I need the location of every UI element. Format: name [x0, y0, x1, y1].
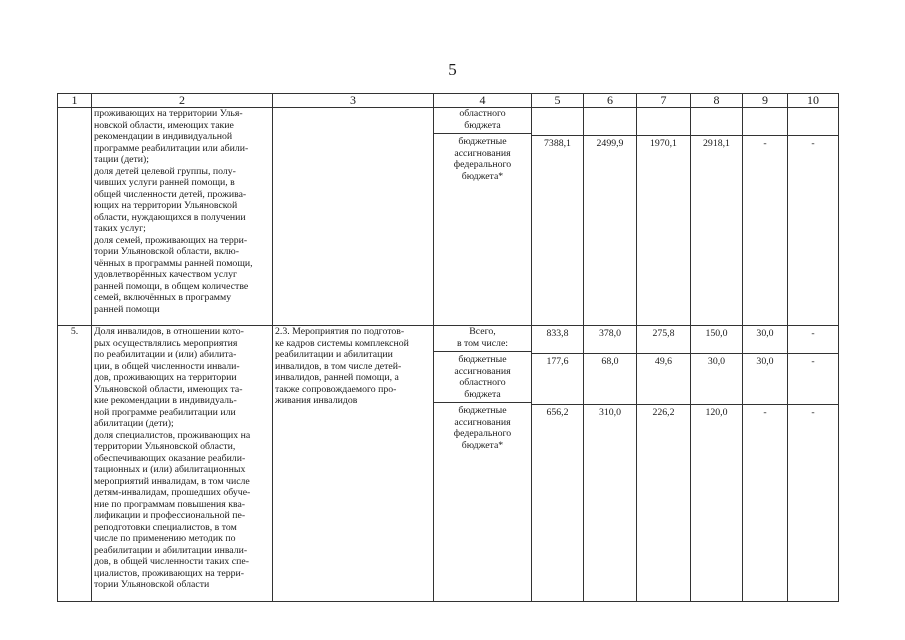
value-cell [637, 326, 691, 602]
row-number-cell [58, 108, 92, 326]
text-line: новской области, имеющих такие [94, 119, 234, 131]
header-cell: 6 [584, 94, 637, 108]
value-block [584, 108, 636, 135]
value-cell [788, 108, 839, 326]
text-line: программе реабилитации или абили- [94, 142, 249, 154]
funding-source-line: бюджетные [458, 354, 507, 365]
text-line: детям-инвалидам, прошедших обуче- [94, 487, 251, 498]
amount-value: 30,0 [756, 328, 774, 339]
funding-source-line: бюджетные [458, 136, 507, 147]
header-cell: 9 [743, 94, 788, 108]
value-block [691, 326, 742, 353]
amount-value: 656,2 [546, 407, 569, 418]
funding-source [434, 108, 531, 133]
text-line: дов, проживающих на территории [94, 372, 237, 383]
header-cell: 10 [788, 94, 839, 108]
value-cell [532, 108, 584, 326]
text-line: тационных и (или) абилитационных [94, 464, 246, 475]
funding-source-line: в том числе: [456, 337, 509, 349]
value-block [743, 326, 787, 353]
table-row [58, 108, 839, 326]
amount-value: 30,0 [756, 356, 774, 367]
header-cell: 4 [434, 94, 532, 108]
funding-source [434, 351, 531, 402]
header-cell: 8 [691, 94, 743, 108]
table-row [58, 326, 839, 602]
amount-value: 833,8 [546, 328, 569, 339]
text-line: тории Ульяновской области, вклю- [94, 246, 239, 257]
value-cell [691, 108, 743, 326]
amount-value: 275,8 [652, 328, 675, 339]
amount-value: 68,0 [601, 356, 619, 367]
value-cell [743, 326, 788, 602]
amount-value: 30,0 [707, 356, 726, 367]
value-cell [637, 108, 691, 326]
funding-source-line: областного [459, 108, 506, 119]
funding-source-cell [434, 108, 532, 326]
amount-value: 310,0 [598, 407, 622, 418]
text-line: общей численности детей, прожива- [94, 188, 247, 200]
header-cell: 3 [273, 94, 434, 108]
funding-source-line: федерального [453, 428, 512, 439]
amount-value: - [811, 328, 815, 339]
funding-source-line: бюджета [464, 119, 501, 131]
text-line: территории Ульяновской области, [94, 441, 236, 452]
text-line: области, нуждающихся в получении [94, 211, 246, 223]
amount-value: 2918,1 [703, 138, 730, 149]
text-line: семей, включённых в программу [94, 292, 232, 303]
value-block [788, 353, 838, 404]
text-line: ние по программам повышения ква- [94, 498, 246, 510]
text-line: ранней помощи [94, 303, 160, 315]
text-line: 2.3. Мероприятия по подготов- [275, 326, 405, 337]
value-block [691, 135, 742, 186]
amount-value: 2499,9 [596, 138, 624, 149]
budget-table [57, 93, 839, 602]
value-cell [584, 108, 637, 326]
funding-source [434, 402, 531, 453]
funding-source-line: федерального [453, 159, 512, 170]
amount-value: 177,6 [546, 356, 569, 367]
value-block [691, 353, 742, 404]
amount-value: 49,6 [654, 356, 673, 367]
amount-value: 7388,1 [544, 138, 571, 149]
value-cell [584, 326, 637, 602]
value-block [788, 135, 838, 186]
value-block [743, 353, 787, 404]
value-block [637, 135, 690, 186]
text-line: тории Ульяновской области [94, 579, 210, 590]
funding-source-cell [434, 326, 532, 602]
amount-value: - [763, 138, 767, 149]
value-cell [691, 326, 743, 602]
text-line: рекомендации в индивидуальной [94, 131, 233, 142]
header-cell: 1 [58, 94, 92, 108]
value-block [691, 404, 742, 455]
text-line: обеспечивающих оказание реабили- [94, 452, 246, 464]
text-line: мероприятий инвалидам, в том числе [94, 475, 250, 487]
value-block [532, 135, 583, 186]
text-line: ции, в общей численности инвали- [94, 360, 240, 372]
text-line: доля семей, проживающих на терри- [94, 234, 248, 246]
value-block [584, 353, 636, 404]
amount-value: - [811, 407, 815, 418]
amount-value: - [763, 407, 767, 418]
text-line: рых осуществлялись мероприятия [94, 337, 238, 349]
text-line: инвалидов, ранней помощи, а [275, 372, 399, 383]
value-block [584, 135, 636, 186]
header-cell: 7 [637, 94, 691, 108]
value-block [532, 353, 583, 404]
value-block [637, 353, 690, 404]
value-block [584, 326, 636, 353]
text-line: числе по применению методик по [94, 533, 236, 544]
text-line: таких услуг; [94, 223, 146, 234]
row-number-cell: 5. [58, 326, 92, 602]
text-line: проживающих на территории Улья- [94, 108, 243, 119]
value-block [637, 108, 690, 135]
text-line: ющих на территории Ульяновской [94, 200, 238, 211]
text-line: ке кадров системы комплексной [275, 337, 409, 349]
text-line: чённых в программы ранней помощи, [94, 257, 253, 269]
amount-value: - [811, 138, 815, 149]
header-cell: 5 [532, 94, 584, 108]
text-line: живания инвалидов [275, 395, 358, 406]
text-line: ранней помощи, в общем количестве [94, 280, 249, 292]
header-row [58, 94, 839, 108]
value-cell [788, 326, 839, 602]
text-line: циалистов, проживающих на терри- [94, 567, 245, 579]
funding-source-line: ассигнования [454, 147, 511, 159]
funding-source-line: бюджета [464, 388, 501, 400]
text-line: Ульяновской области, имеющих та- [94, 383, 243, 395]
funding-source-line: бюджетные [458, 405, 507, 416]
text-line: также сопровождаемого про- [275, 383, 397, 395]
text-line: чивших услуги ранней помощи, в [94, 177, 235, 188]
amount-value: 378,0 [598, 328, 622, 339]
text-line: по реабилитации и (или) абилита- [94, 349, 237, 360]
text-line: доля детей целевой группы, полу- [94, 165, 236, 177]
funding-source-line: ассигнования [454, 416, 511, 428]
text-line: удовлетворённых качеством услуг [94, 269, 237, 280]
amount-value: 150,0 [705, 328, 728, 339]
value-block [743, 108, 787, 135]
value-block [743, 404, 787, 455]
page-number: 5 [448, 60, 457, 79]
indicator-text-cell [92, 108, 273, 326]
value-block [532, 326, 583, 353]
activity-text-cell [273, 326, 434, 602]
value-block [637, 326, 690, 353]
funding-source [434, 326, 531, 351]
amount-value: 226,2 [652, 407, 675, 418]
activity-text-cell [273, 108, 434, 326]
text-line: инвалидов, в том числе детей- [275, 360, 402, 372]
text-line: реабилитации и абилитации инвали- [94, 544, 248, 556]
value-block [532, 108, 583, 135]
funding-source-line: Всего, [469, 326, 496, 337]
value-block [584, 404, 636, 455]
value-block [788, 404, 838, 455]
funding-source [434, 133, 531, 184]
text-line: тации (дети); [94, 154, 150, 165]
amount-value: 1970,1 [650, 138, 677, 149]
header-cell: 2 [92, 94, 273, 108]
value-cell [743, 108, 788, 326]
funding-source-line: бюджета* [461, 439, 504, 451]
funding-source-line: областного [459, 377, 506, 388]
text-line: Доля инвалидов, в отношении кото- [94, 326, 244, 337]
indicator-text-cell [92, 326, 273, 602]
text-line: кие рекомендации в индивидуаль- [94, 395, 237, 406]
text-line: реподготовки специалистов, в том [94, 521, 237, 533]
text-line: ной программе реабилитации или [94, 406, 236, 418]
text-line: реабилитации и абилитации [275, 349, 393, 360]
value-block [788, 108, 838, 135]
amount-value: 120,0 [705, 407, 728, 418]
funding-source-line: ассигнования [454, 365, 511, 377]
text-line: лификации и профессиональной пе- [94, 510, 246, 521]
text-line: доля специалистов, проживающих на [94, 429, 251, 441]
value-block [788, 326, 838, 353]
value-block [532, 404, 583, 455]
amount-value: - [811, 356, 815, 367]
text-line: абилитации (дети); [94, 418, 174, 429]
funding-source-line: бюджета* [461, 170, 504, 182]
value-block [691, 108, 742, 135]
text-line: дов, в общей численности таких спе- [94, 556, 249, 567]
value-block [637, 404, 690, 455]
value-block [743, 135, 787, 186]
value-cell [532, 326, 584, 602]
